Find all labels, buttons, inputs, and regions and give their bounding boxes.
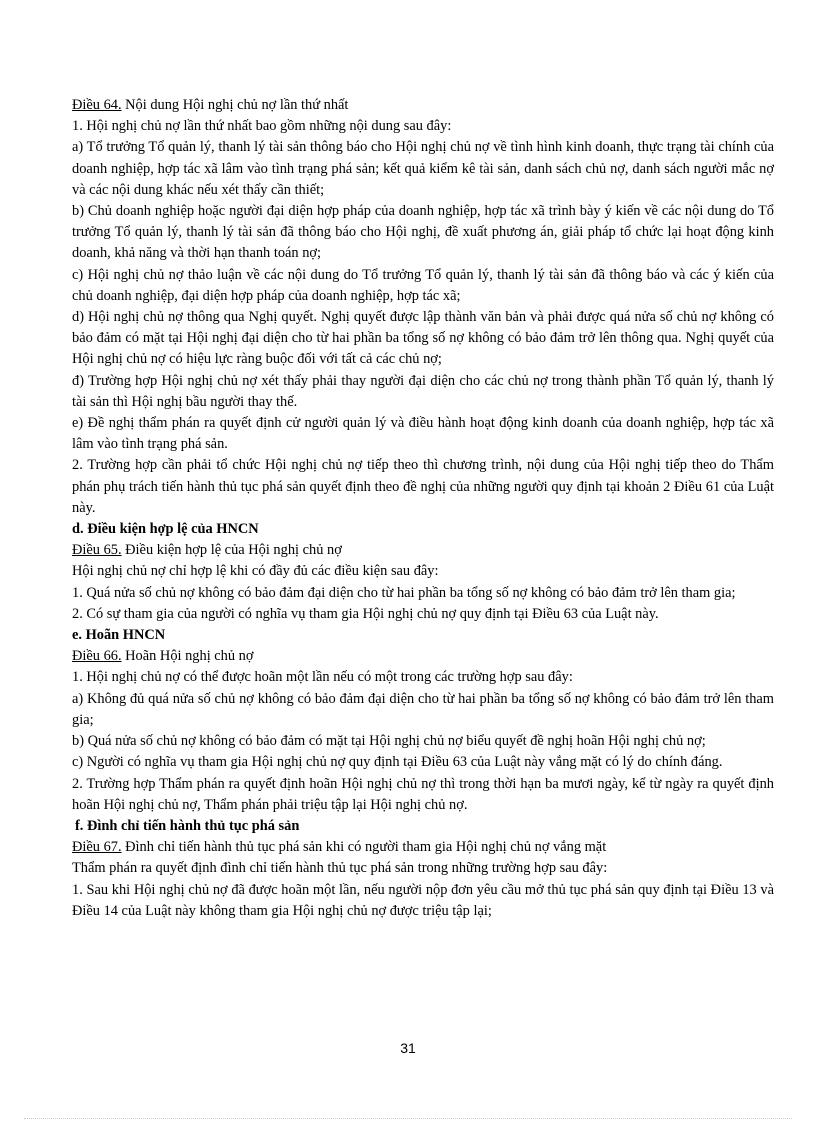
paragraph: e) Đề nghị thẩm phán ra quyết định cử người quản lý và điều hành hoạt động kinh doanh của doanh nghiệp, hợp tác xã lâm vào tình trạng phá sản.	[72, 415, 774, 453]
article-64-heading	[72, 95, 774, 116]
article-65-heading	[72, 540, 774, 561]
paragraph: 1. Sau khi Hội nghị chủ nợ đã được hoãn một lần, nếu người nộp đơn yêu cầu mở thủ tục phá sản quy định tại Điều 13 và Điều 14 của Luật này không tham gia Hội nghị chủ nợ được triệu tập lại;	[72, 881, 774, 919]
page-bottom-divider	[24, 1118, 792, 1119]
paragraph: Hội nghị chủ nợ chỉ hợp lệ khi có đầy đủ các điều kiện sau đây:	[72, 563, 439, 580]
paragraph: b) Chủ doanh nghiệp hoặc người đại diện hợp pháp của doanh nghiệp, hợp tác xã trình bày ý kiến về các nội dung do Tổ trưởng Tổ quản lý, thanh lý tài sản đã thông báo cho Hội nghị, đề xuất phương án, giải pháp tổ chức lại hoạt động kinh doanh, khả năng và thời hạn thanh toán nợ;	[72, 203, 774, 262]
page-number: 31	[400, 1040, 416, 1056]
article-67-title: Đình chỉ tiến hành thủ tục phá sản khi có người tham gia Hội nghị chủ nợ vắng mặt	[121, 839, 607, 856]
paragraph: c) Người có nghĩa vụ tham gia Hội nghị chủ nợ quy định tại Điều 63 của Luật này vắng mặt có lý do chính đáng.	[72, 754, 723, 771]
section-d-heading: d. Điều kiện hợp lệ của HNCN	[72, 521, 259, 538]
paragraph: 2. Có sự tham gia của người có nghĩa vụ tham gia Hội nghị chủ nợ quy định tại Điều 63 của Luật này.	[72, 605, 659, 622]
paragraph: 1. Hội nghị chủ nợ có thể được hoãn một lần nếu có một trong các trường hợp sau đây:	[72, 669, 573, 686]
document-body	[72, 95, 774, 922]
paragraph: b) Quá nửa số chủ nợ không có bảo đảm có mặt tại Hội nghị chủ nợ biểu quyết đề nghị hoãn Hội nghị chủ nợ;	[72, 733, 706, 750]
paragraph: 2. Trường hợp Thẩm phán ra quyết định hoãn Hội nghị chủ nợ thì trong thời hạn ba mươi ngày, kể từ ngày ra quyết định hoãn Hội nghị chủ nợ, Thẩm phán phải triệu tập lại Hội nghị chủ nợ.	[72, 775, 774, 813]
article-66-heading	[72, 646, 774, 667]
section-e-heading: e. Hoãn HNCN	[72, 627, 166, 644]
paragraph: 1. Hội nghị chủ nợ lần thứ nhất bao gồm những nội dung sau đây:	[72, 118, 452, 135]
article-65-label: Điều 65.	[72, 542, 122, 559]
paragraph: c) Hội nghị chủ nợ thảo luận về các nội dung do Tổ trưởng Tổ quản lý, thanh lý tài sản đã thông báo và các ý kiến của chủ doanh nghiệp, đại diện hợp pháp của doanh nghiệp, hợp tác xã;	[72, 266, 774, 304]
paragraph: d) Hội nghị chủ nợ thông qua Nghị quyết. Nghị quyết được lập thành văn bản và phải được quá nửa số chủ nợ không có bảo đảm có mặt tại Hội nghị đại diện cho từ hai phần ba tổng số nợ không có bảo đảm trở lên thông qua. Nghị quyết của Hội nghị chủ nợ có hiệu lực ràng buộc đối với tất cả các chủ nợ;	[72, 309, 774, 368]
article-65-title: Điều kiện hợp lệ của Hội nghị chủ nợ	[121, 542, 342, 559]
paragraph: đ) Trường hợp Hội nghị chủ nợ xét thấy phải thay người đại diện cho các chủ nợ trong thành phần Tổ quản lý, thanh lý tài sản thì Hội nghị bầu người thay thế.	[72, 372, 774, 410]
article-67-heading	[72, 837, 774, 858]
article-64-title: Nội dung Hội nghị chủ nợ lần thứ nhất	[121, 97, 349, 113]
article-67-label: Điều 67.	[72, 839, 122, 856]
paragraph: 2. Trường hợp cần phải tổ chức Hội nghị chủ nợ tiếp theo thì chương trình, nội dung của Hội nghị tiếp theo do Thẩm phán phụ trách tiến hành thủ tục phá sản quyết định theo đề nghị của những người quy định tại khoản 2 Điều 61 của Luật này.	[72, 457, 774, 516]
section-f-heading: f. Đình chỉ tiến hành thủ tục phá sản	[75, 817, 300, 834]
article-64-label: Điều 64.	[72, 97, 122, 113]
paragraph: a) Tổ trưởng Tổ quản lý, thanh lý tài sản thông báo cho Hội nghị chủ nợ về tình hình kinh doanh, thực trạng tài chính của doanh nghiệp, hợp tác xã lâm vào tình trạng phá sản; kết quả kiểm kê tài sản, danh sách chủ nợ, danh sách người mắc nợ và các nội dung khác nếu xét thấy cần thiết;	[72, 139, 774, 198]
paragraph: a) Không đủ quá nửa số chủ nợ không có bảo đảm đại diện cho từ hai phần ba tổng số nợ không có bảo đảm trở lên tham gia;	[72, 690, 774, 728]
article-66-label: Điều 66.	[72, 648, 122, 665]
paragraph: 1. Quá nửa số chủ nợ không có bảo đảm đại diện cho từ hai phần ba tổng số nợ không có bảo đảm trở lên tham gia;	[72, 584, 736, 601]
article-66-title: Hoãn Hội nghị chủ nợ	[121, 648, 254, 665]
paragraph: Thẩm phán ra quyết định đình chỉ tiến hành thủ tục phá sản trong những trường hợp sau đây:	[72, 860, 608, 877]
